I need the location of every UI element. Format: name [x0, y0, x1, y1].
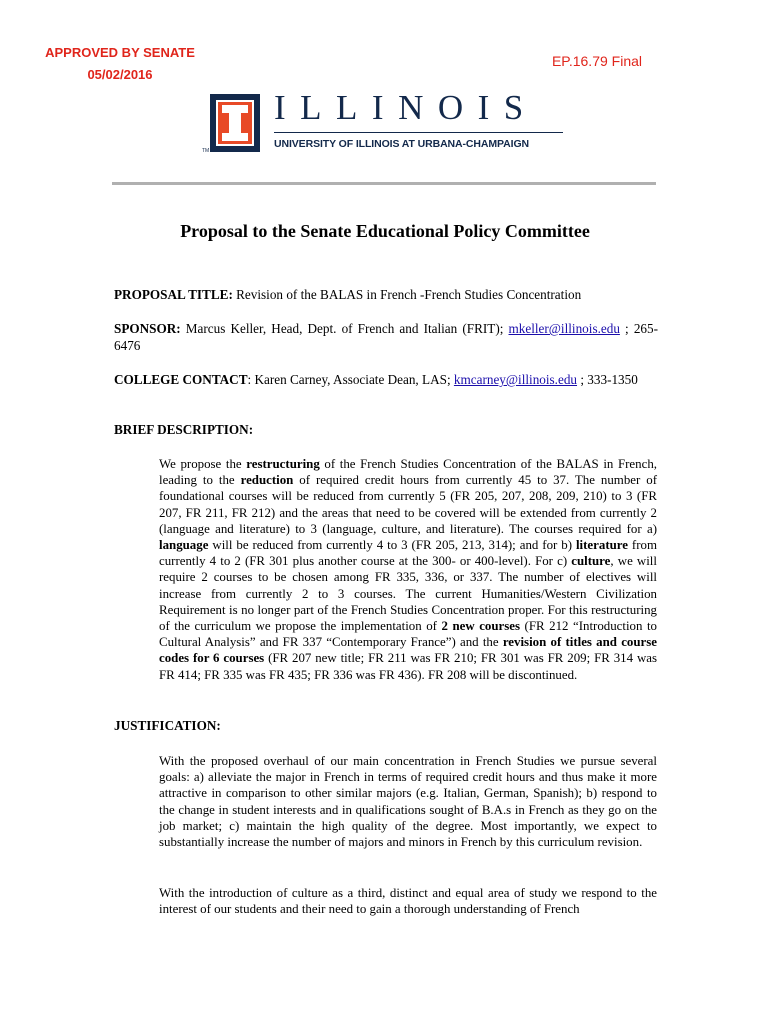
block-i-icon: [198, 90, 268, 156]
brief-description-paragraph: [159, 456, 657, 683]
college-contact-phone: ; 333-1350: [577, 372, 638, 387]
sponsor-field: [114, 320, 658, 354]
college-contact-text: : Karen Carney, Associate Dean, LAS;: [247, 372, 454, 387]
brief-emphasis: restructuring: [246, 457, 320, 471]
brief-text: from currently 4 to 2 (FR 301 plus another course at the 300- or 400-level). For c): [159, 538, 657, 569]
illinois-logo: [198, 90, 578, 160]
document-code: EP.16.79 Final: [551, 53, 642, 69]
illinois-wordmark: ILLINOIS: [274, 88, 538, 127]
brief-emphasis: reduction: [240, 473, 294, 488]
sponsor-phone: ; 265-6476: [114, 321, 658, 353]
approval-line-1: APPROVED BY SENATE: [45, 45, 195, 60]
trademark-mark: TM: [202, 148, 210, 154]
brief-text: of required credit hours from currently 45 to 37. The number of foundational courses will be reduced from currently 5 (FR 205, 207, 208, 209, 210) to 3 (FR 207, FR 211, FR 212) and the areas that need to be covered will be extended from currently 2 (language and literature) to 3 (language, culture, and literature). The courses required for a): [159, 473, 657, 536]
brief-emphasis: revision of titles and course codes for 6 courses: [159, 635, 657, 666]
proposal-title-value: Revision of the BALAS in French -French Studies Concentration: [232, 287, 582, 302]
logo-rule: [274, 132, 563, 133]
sponsor-email-link[interactable]: mkeller@illinois.edu: [508, 321, 620, 336]
approval-date: 05/02/2016: [87, 67, 153, 82]
brief-text: , we will require 2 courses to be chosen among FR 335, 336, or 337. The number of electives will increase from currently 2 to 3 courses. The current Humanities/Western Civilization Requirement is no longer part of the French Studies Concentration proper. For this restructuring of the curriculum we propose the implementation of: [159, 554, 657, 634]
brief-text: of the French Studies Concentration of the BALAS in French, leading to the: [159, 457, 657, 488]
header-divider: [112, 182, 656, 185]
college-contact-label: COLLEGE CONTACT: [114, 372, 248, 387]
justification-paragraph-2: With the introduction of culture as a third, distinct and equal area of study we respond to the interest of our students and their need to gain a thorough understanding of French: [159, 886, 657, 917]
proposal-title-field: [114, 286, 658, 303]
proposal-title-label: PROPOSAL TITLE:: [114, 287, 233, 302]
justification-paragraph-1: With the proposed overhaul of our main concentration in French Studies we pursue several goals: a) alleviate the major in French in terms of required credit hours and thus make it more attractive in comparison to other similar majors (e.g. Italian, German, Spanish); b) respond to the change in student interests and in qualifications sought of B.A.s in French as they go on the job market; c) maintain the high quality of the degree. Most importantly, we expect to substantially increase the number of majors and minors in French by this curriculum revision.: [159, 754, 657, 850]
brief-text: (FR 207 new title; FR 211 was FR 210; FR 301 was FR 209; FR 314 was FR 414; FR 335 was FR 435; FR 336 was FR 436). FR 208 will be discontinued.: [159, 651, 657, 682]
sponsor-text: Marcus Keller, Head, Dept. of French and Italian (FRIT);: [180, 321, 509, 336]
approval-stamp: [30, 42, 210, 86]
brief-description-heading: BRIEF DESCRIPTION:: [114, 422, 254, 437]
sponsor-label: SPONSOR:: [114, 321, 181, 336]
brief-emphasis: culture: [571, 554, 611, 569]
brief-text: We propose the: [159, 457, 247, 471]
brief-text: (FR 212 “Introduction to Cultural Analysis” and FR 337 “Contemporary France”) and the: [159, 619, 657, 650]
brief-text: will be reduced from currently 4 to 3 (FR 205, 213, 314); and for b): [208, 538, 576, 553]
brief-emphasis: language: [159, 538, 209, 553]
page-title: Proposal to the Senate Educational Policy Committee: [180, 221, 590, 241]
brief-emphasis: 2 new courses: [441, 619, 521, 634]
college-contact-email-link[interactable]: kmcarney@illinois.edu: [453, 372, 578, 387]
brief-emphasis: literature: [575, 538, 628, 553]
university-name: UNIVERSITY OF ILLINOIS AT URBANA-CHAMPAIGN: [274, 138, 529, 150]
justification-heading: JUSTIFICATION:: [114, 718, 221, 733]
college-contact-field: [114, 371, 658, 388]
